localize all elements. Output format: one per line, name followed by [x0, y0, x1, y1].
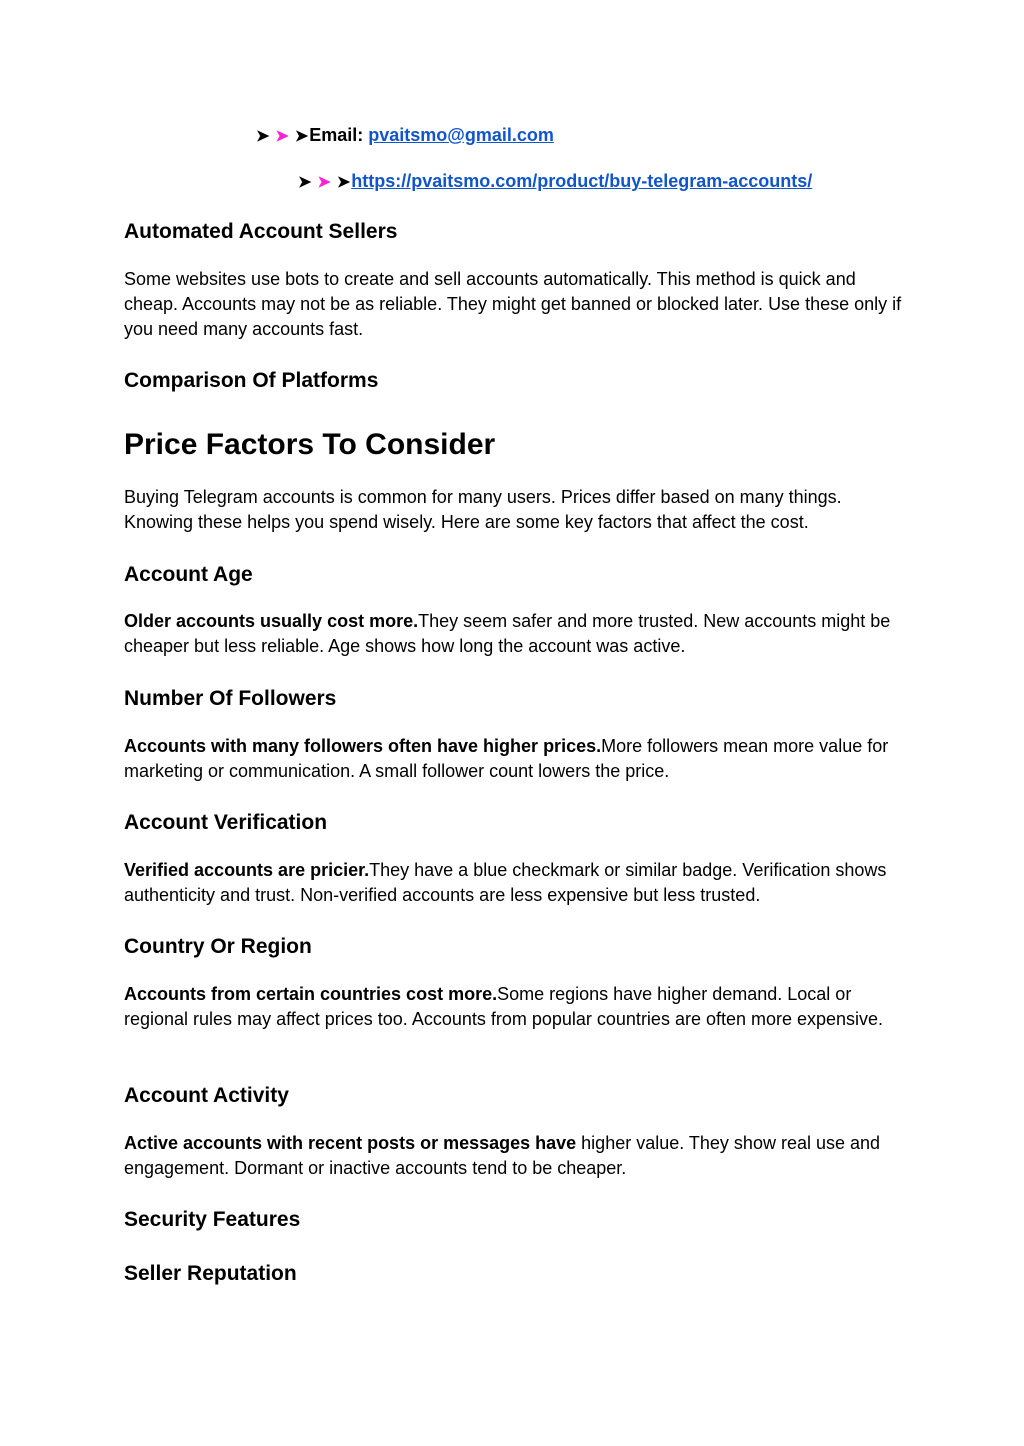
- paragraph-country: [124, 982, 904, 1032]
- arrow-icon: ➤: [256, 128, 270, 145]
- arrow-icon: ➤: [298, 174, 312, 191]
- body-text: More followers mean more value for marketing or communication. A small follower count lowers the price.: [124, 736, 889, 781]
- body-text: Some regions have higher demand. Local or regional rules may affect prices too. Accounts from popular countries are often more expensive.: [124, 984, 884, 1029]
- heading-automated-sellers: Automated Account Sellers: [124, 220, 398, 243]
- arrow-icon: ➤: [317, 174, 331, 191]
- paragraph-activity: [124, 1131, 904, 1181]
- bold-lead: Older accounts usually cost more.: [124, 611, 419, 631]
- body-text: They have a blue checkmark or similar badge. Verification shows authenticity and trust. Non-verified accounts are less expensive but less trusted.: [124, 860, 887, 905]
- heading-price-factors: Price Factors To Consider: [124, 428, 496, 461]
- body-text: They seem safer and more trusted. New accounts might be cheaper but less reliable. Age shows how long the account was active.: [124, 611, 891, 656]
- body-text: higher value. They show real use and engagement. Dormant or inactive accounts tend to be cheaper.: [124, 1133, 881, 1178]
- bold-lead: Active accounts with recent posts or messages have: [124, 1133, 577, 1153]
- paragraph-verification: [124, 858, 904, 908]
- paragraph-followers: [124, 734, 904, 784]
- bold-lead: Accounts with many followers often have higher prices.: [124, 736, 602, 756]
- email-label: Email:: [309, 125, 364, 145]
- heading-followers: Number Of Followers: [124, 687, 337, 710]
- url-line: [298, 169, 812, 195]
- paragraph-price-factors: Buying Telegram accounts is common for many users. Prices differ based on many things. Knowing these helps you spend wisely. Here are some key factors that affect the cost.: [124, 487, 842, 532]
- arrow-icon: ➤: [275, 128, 289, 145]
- product-url-link[interactable]: https://pvaitsmo.com/product/buy-telegram-accounts/: [351, 171, 813, 191]
- heading-verification: Account Verification: [124, 811, 328, 834]
- heading-security: Security Features: [124, 1208, 301, 1231]
- bold-lead: Verified accounts are pricier.: [124, 860, 370, 880]
- bold-lead: Accounts from certain countries cost more.: [124, 984, 498, 1004]
- heading-country: Country Or Region: [124, 935, 312, 958]
- paragraph-account-age: [124, 609, 904, 659]
- heading-seller-reputation: Seller Reputation: [124, 1262, 297, 1285]
- arrow-icon: ➤: [336, 174, 351, 191]
- heading-activity: Account Activity: [124, 1084, 289, 1107]
- email-link[interactable]: pvaitsmo@gmail.com: [368, 125, 554, 145]
- arrow-icon: ➤: [294, 128, 309, 145]
- heading-comparison: Comparison Of Platforms: [124, 369, 379, 392]
- paragraph-automated-sellers: Some websites use bots to create and sell accounts automatically. This method is quick and cheap. Accounts may not be as reliable. They might get banned or blocked later. Use these only if you need many accounts fast.: [124, 269, 902, 339]
- email-line: [256, 123, 554, 149]
- heading-account-age: Account Age: [124, 563, 253, 586]
